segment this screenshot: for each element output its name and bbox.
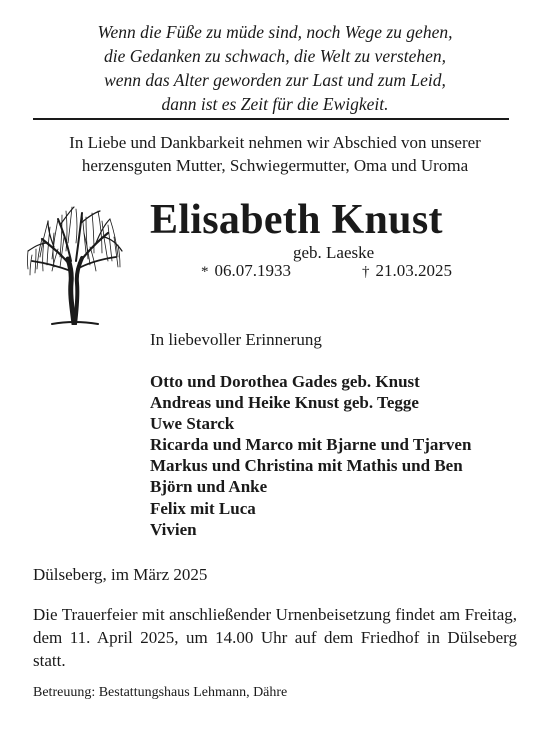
- death-symbol: †: [362, 264, 370, 280]
- intro-line: herzensguten Mutter, Schwiegermutter, Oma und Uroma: [81, 156, 469, 175]
- funeral-home-credit: Betreuung: Bestattungshaus Lehmann, Dähre: [33, 685, 288, 700]
- remembrance-line: In liebevoller Erinnerung: [150, 330, 322, 349]
- mourner: Ricarda und Marco mit Bjarne und Tjarven: [150, 435, 472, 455]
- birth-date-value: 06.07.1933: [214, 261, 291, 280]
- birth-date: [201, 260, 291, 283]
- mourner: Felix mit Luca: [150, 498, 256, 518]
- poem-line: Wenn die Füße zu müde sind, noch Wege zu gehen,: [97, 22, 453, 42]
- mourner: Uwe Starck: [150, 414, 235, 434]
- mourner: Andreas und Heike Knust geb. Tegge: [150, 393, 419, 413]
- intro-line: In Liebe und Dankbarkeit nehmen wir Abschied von unserer: [69, 133, 481, 152]
- intro-text: [0, 131, 550, 177]
- place-date: Dülseberg, im März 2025: [33, 565, 208, 584]
- death-date-value: 21.03.2025: [375, 261, 452, 280]
- willow-tree-icon: [24, 203, 124, 325]
- mourner: Vivien: [150, 519, 197, 539]
- poem: [0, 20, 550, 116]
- divider: [33, 118, 509, 120]
- mourner: Björn und Anke: [150, 477, 268, 497]
- poem-line: dann ist es Zeit für die Ewigkeit.: [161, 94, 389, 114]
- mourner: Otto und Dorothea Gades geb. Knust: [150, 372, 420, 391]
- mourners-list: [150, 371, 471, 540]
- maiden-name: geb. Laeske: [293, 243, 375, 262]
- funeral-notice: Die Trauerfeier mit anschließender Urnenbeisetzung findet am Freitag, dem 11. April 2025, um 14.00 Uhr auf dem Friedhof in Dülseberg statt.: [33, 605, 517, 670]
- mourner: Markus und Christina mit Mathis und Ben: [150, 456, 463, 476]
- deceased-name: Elisabeth Knust: [150, 197, 443, 243]
- birth-symbol: *: [201, 264, 209, 280]
- death-date: [362, 260, 452, 283]
- poem-line: die Gedanken zu schwach, die Welt zu verstehen,: [104, 46, 446, 66]
- poem-line: wenn das Alter geworden zur Last und zum Leid,: [104, 70, 446, 90]
